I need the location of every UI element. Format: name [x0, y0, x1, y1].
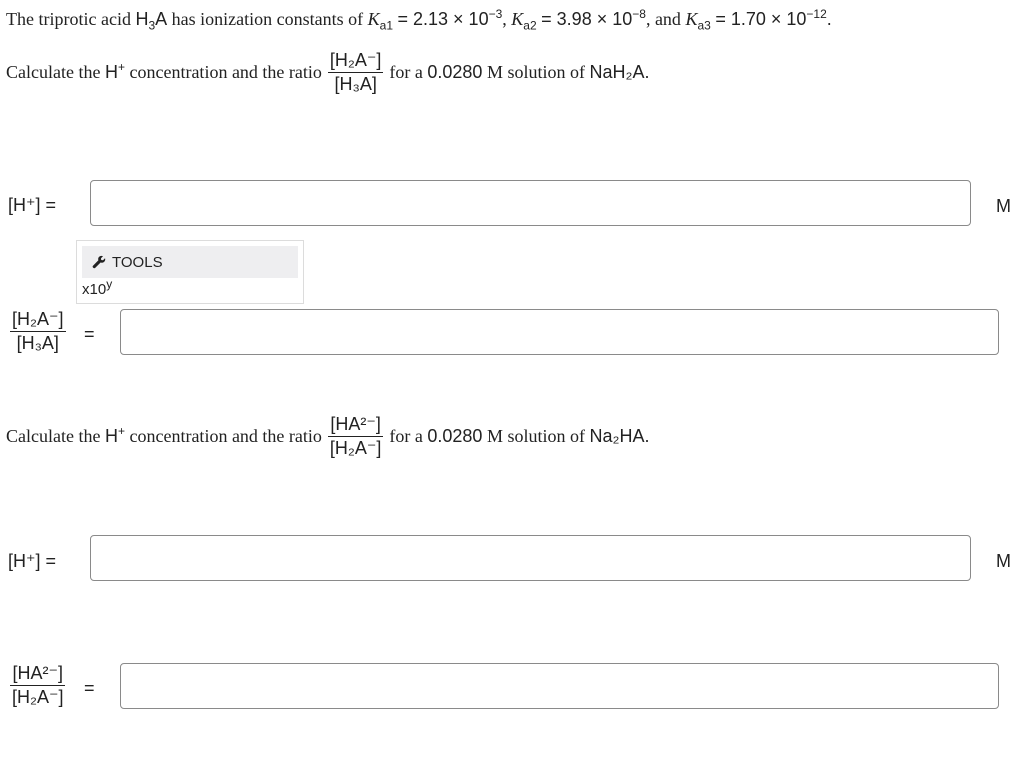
ka2: $K_{a2} = 3.98 \times 10^{-8}$ [511, 7, 646, 33]
problem-statement: The triprotic acid $H_3A$ has ionization constants of $K_{a1} = 2.13 \times 10^{-3}$ , $K_{a2} = 3.98 \times 10^{-8}$ , and $K_{a3} = 1.70 \times 10^{-12}$ . [6, 7, 832, 33]
h-plus-input-1[interactable] [90, 180, 971, 226]
intro-text: The triprotic acid [6, 9, 131, 29]
part1-ratio: $\frac{\text{[H₂A⁻]}}{\text{[H₃A]}}$ [329, 50, 382, 94]
tools-button[interactable] [82, 246, 298, 278]
h-plus-label-2: [H⁺] = [8, 551, 57, 571]
hplus: H+ [104, 60, 125, 82]
intro-text-b: has ionization constants of [171, 9, 364, 29]
wrench-icon [92, 255, 106, 269]
ratio-input-2[interactable] [120, 663, 999, 709]
part2-ratio: $\frac{\text{[HA²⁻]}}{\text{[H₂A⁻]}}$ [329, 414, 382, 458]
tools-panel [76, 240, 304, 304]
salt-formula-2: Na₂HA. [589, 426, 650, 446]
unit-m-1: M [996, 196, 1011, 216]
h-plus-input-2[interactable] [90, 535, 971, 581]
ka3: $K_{a3} = 1.70 \times 10^{-12}$ [685, 7, 827, 33]
tools-label: TOOLS [112, 253, 163, 271]
part2-question: Calculate the H+ concentration and the ratio $\frac{\text{[HA²⁻]}}{\text{[H₂A⁻]}}$ for a 0.0280 M solution of Na₂HA. [6, 414, 650, 458]
ratio-input-1[interactable] [120, 309, 999, 355]
ratio-label-2: $\frac{\text{[HA²⁻]}}{\text{[H₂A⁻]}}$ = [12, 663, 95, 707]
acid-formula: $H_3A$ [135, 9, 168, 33]
salt-formula: NaH₂A. [589, 62, 650, 82]
unit-m-2: M [996, 551, 1011, 571]
ka1: $K_{a1} = 2.13 \times 10^{-3}$ [367, 7, 503, 33]
h-plus-label-1: [H⁺] = [8, 195, 57, 215]
part1-question: Calculate the H+ concentration and the ratio $\frac{\text{[H₂A⁻]}}{\text{[H₃A]}}$ for a 0.0280 M solution of NaH₂A. [6, 50, 650, 94]
ratio-label-1: $\frac{\text{[H₂A⁻]}}{\text{[H₃A]}}$ = [12, 309, 95, 353]
x10-power-button[interactable]: x10$^y$ [82, 277, 113, 298]
